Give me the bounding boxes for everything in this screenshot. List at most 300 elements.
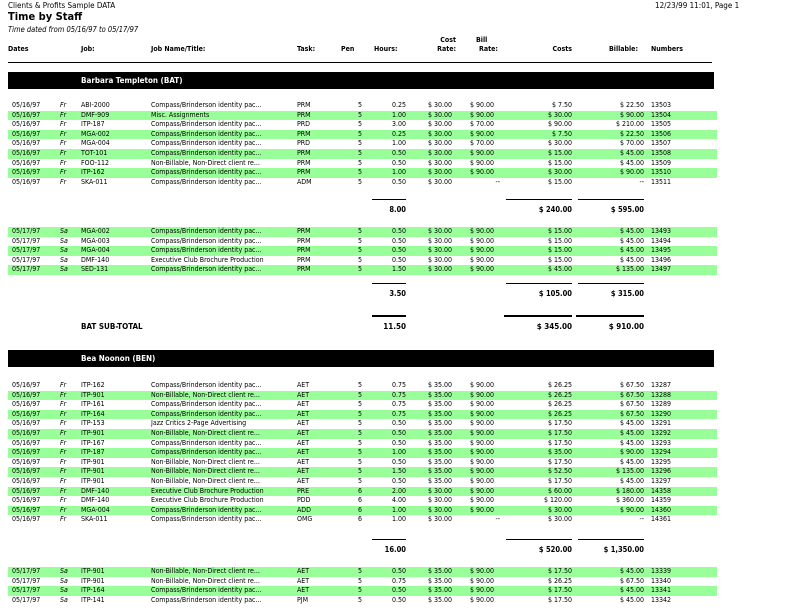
weekday-cell: Fr — [60, 129, 67, 138]
cost-rate-cell: $ 30.00 — [428, 255, 453, 264]
job-name-cell: Executive Club Brochure Production — [151, 486, 264, 495]
entry-number-cell: 13495 — [651, 246, 672, 255]
cost-cell: $ 15.00 — [547, 255, 572, 264]
date-cell: 05/16/97 — [12, 110, 41, 119]
billable-cell: -- — [639, 177, 644, 186]
cost-cell: $ 17.50 — [547, 457, 572, 466]
cost-cell: $ 30.00 — [547, 139, 572, 148]
weekday-cell: Sa — [60, 595, 68, 604]
total-rule-cost — [506, 199, 572, 200]
cost-cell: $ 30.00 — [547, 505, 572, 514]
hours-cell: 0.75 — [391, 381, 406, 389]
job-number-cell: DMF-909 — [81, 110, 110, 119]
bill-rate-cell: $ 90.00 — [470, 457, 495, 466]
entry-number-cell: 13296 — [651, 467, 672, 476]
task-cell: AET — [297, 419, 310, 428]
date-cell: 05/17/97 — [12, 246, 41, 255]
table-row — [8, 256, 717, 266]
weekday-cell: Fr — [60, 120, 67, 129]
hours-cell: 0.50 — [391, 567, 406, 575]
weekday-cell: Sa — [60, 227, 68, 235]
staff-band — [8, 72, 714, 89]
pen-cell: 6 — [357, 505, 362, 514]
job-name-cell: Compass/Brinderson identity pac... — [151, 448, 262, 457]
bill-rate-cell: $ 90.00 — [470, 409, 495, 418]
pen-cell: 5 — [357, 227, 362, 235]
job-number-cell: ITP-161 — [81, 400, 105, 409]
pen-cell: 5 — [357, 429, 362, 437]
cost-rate-cell: $ 30.00 — [428, 101, 453, 109]
cost-rate-cell: $ 35.00 — [428, 429, 453, 437]
bill-rate-cell: $ 90.00 — [470, 486, 495, 495]
billable-cell: $ 45.00 — [619, 246, 644, 255]
weekday-cell: Fr — [60, 381, 67, 389]
job-number-cell: SKA-011 — [81, 515, 108, 524]
hours-cell: 1.50 — [391, 467, 406, 476]
group-total-billable: $ 595.00 — [610, 205, 644, 214]
job-number-cell: SKA-011 — [81, 177, 108, 186]
billable-cell: $ 67.50 — [619, 576, 644, 585]
col-task: Task: — [297, 45, 316, 53]
group-total-hours: 3.50 — [389, 289, 406, 298]
pen-cell: 6 — [357, 496, 362, 505]
date-cell: 05/17/97 — [12, 236, 41, 245]
cost-rate-cell: $ 30.00 — [428, 486, 453, 495]
pen-cell: 5 — [357, 101, 362, 109]
billable-cell: $ 67.50 — [619, 400, 644, 409]
table-row — [8, 101, 717, 111]
table-row — [8, 567, 717, 577]
job-number-cell: MGA-002 — [81, 227, 110, 235]
billable-cell: $ 70.00 — [619, 139, 644, 148]
group-total-hours: 8.00 — [389, 205, 406, 214]
entry-number-cell: 13340 — [651, 576, 672, 585]
date-cell: 05/16/97 — [12, 381, 41, 389]
task-cell: AET — [297, 390, 310, 399]
job-name-cell: Compass/Brinderson identity pac... — [151, 265, 262, 274]
cost-cell: $ 120.00 — [543, 496, 572, 505]
cost-cell: $ 90.00 — [547, 120, 572, 129]
pen-cell: 5 — [357, 168, 362, 177]
job-name-cell: Non-Billable, Non-Direct client re... — [151, 158, 260, 167]
weekday-cell: Fr — [60, 139, 67, 148]
date-cell: 05/16/97 — [12, 400, 41, 409]
cost-cell: $ 7.50 — [551, 101, 572, 109]
task-cell: AET — [297, 429, 310, 437]
weekday-cell: Fr — [60, 158, 67, 167]
hours-cell: 0.50 — [391, 419, 406, 428]
weekday-cell: Fr — [60, 409, 67, 418]
date-cell: 05/16/97 — [12, 486, 41, 495]
entry-number-cell: 13289 — [651, 400, 672, 409]
billable-cell: $ 135.00 — [615, 467, 644, 476]
table-row — [8, 246, 717, 256]
entry-number-cell: 13505 — [651, 120, 672, 129]
total-rule-hours — [372, 539, 406, 540]
bill-rate-cell: $ 70.00 — [470, 139, 495, 148]
cost-cell: $ 15.00 — [547, 227, 572, 235]
job-name-cell: Compass/Brinderson identity pac... — [151, 227, 262, 235]
billable-cell: $ 90.00 — [619, 448, 644, 457]
pen-cell: 5 — [357, 129, 362, 138]
table-row — [8, 577, 717, 587]
total-rule-billable — [578, 199, 644, 200]
table-row — [8, 111, 717, 121]
job-number-cell: ABI-2000 — [81, 101, 110, 109]
billable-cell: $ 45.00 — [619, 438, 644, 447]
entry-number-cell: 14360 — [651, 505, 672, 514]
table-row — [8, 458, 717, 468]
table-row — [8, 586, 717, 596]
job-name-cell: Non-Billable, Non-Direct client re... — [151, 576, 260, 585]
job-name-cell: Compass/Brinderson identity pac... — [151, 409, 262, 418]
bill-rate-cell: $ 90.00 — [470, 255, 495, 264]
job-name-cell: Compass/Brinderson identity pac... — [151, 586, 262, 595]
date-cell: 05/17/97 — [12, 567, 41, 575]
job-number-cell: ITP-162 — [81, 381, 105, 389]
cost-rate-cell: $ 35.00 — [428, 567, 453, 575]
cost-cell: $ 60.00 — [547, 486, 572, 495]
col-dates: Dates — [8, 45, 29, 53]
cost-cell: $ 17.50 — [547, 595, 572, 604]
job-number-cell: ITP-187 — [81, 448, 105, 457]
task-cell: OMG — [297, 515, 313, 524]
cost-cell: $ 26.25 — [547, 576, 572, 585]
cost-rate-cell: $ 30.00 — [428, 227, 453, 235]
weekday-cell: Fr — [60, 177, 67, 186]
entry-number-cell: 14361 — [651, 515, 672, 524]
date-cell: 05/16/97 — [12, 129, 41, 138]
table-row — [8, 168, 717, 178]
hours-cell: 1.00 — [391, 168, 406, 177]
table-row — [8, 381, 717, 391]
job-number-cell: MGA-004 — [81, 246, 110, 255]
hours-cell: 0.50 — [391, 457, 406, 466]
weekday-cell: Sa — [60, 576, 68, 585]
weekday-cell: Fr — [60, 496, 67, 505]
pen-cell: 5 — [357, 477, 362, 485]
group-total-cost: $ 240.00 — [538, 205, 572, 214]
cost-rate-cell: $ 30.00 — [428, 496, 453, 505]
cost-rate-cell: $ 30.00 — [428, 110, 453, 119]
pen-cell: 5 — [357, 390, 362, 399]
cost-rate-cell: $ 35.00 — [428, 586, 453, 595]
job-number-cell: ITP-901 — [81, 429, 105, 437]
billable-cell: $ 45.00 — [619, 586, 644, 595]
job-name-cell: Misc. Assignments — [151, 110, 210, 119]
cost-cell: $ 17.50 — [547, 567, 572, 575]
staff-name: Bea Noonon (BEN) — [81, 354, 156, 363]
billable-cell: $ 45.00 — [619, 595, 644, 604]
cost-rate-cell: $ 30.00 — [428, 129, 453, 138]
hours-cell: 1.00 — [391, 448, 406, 457]
job-name-cell: Compass/Brinderson identity pac... — [151, 595, 262, 604]
cost-rate-cell: $ 30.00 — [428, 158, 453, 167]
job-name-cell: Compass/Brinderson identity pac... — [151, 438, 262, 447]
cost-rate-cell: $ 30.00 — [428, 149, 453, 157]
hours-cell: 0.75 — [391, 576, 406, 585]
job-number-cell: MGA-003 — [81, 236, 110, 245]
cost-cell: $ 45.00 — [547, 265, 572, 274]
pen-cell: 5 — [357, 265, 362, 274]
bill-rate-cell: $ 90.00 — [470, 448, 495, 457]
task-cell: PRM — [297, 255, 311, 264]
job-number-cell: ITP-167 — [81, 438, 105, 447]
total-rule-cost — [506, 283, 572, 284]
table-row — [8, 130, 717, 140]
group-total-billable: $ 315.00 — [610, 289, 644, 298]
bill-rate-cell: $ 70.00 — [470, 120, 495, 129]
date-cell: 05/17/97 — [12, 595, 41, 604]
entry-number-cell: 13288 — [651, 390, 672, 399]
table-row — [8, 120, 717, 130]
task-cell: PRM — [297, 129, 311, 138]
table-row — [8, 419, 717, 429]
col-cost-rate — [420, 36, 456, 54]
cost-cell: $ 15.00 — [547, 236, 572, 245]
table-row — [8, 149, 717, 159]
entry-number-cell: 13341 — [651, 586, 672, 595]
subtotal-cost: $ 345.00 — [536, 322, 572, 331]
cost-rate-cell: $ 35.00 — [428, 400, 453, 409]
weekday-cell: Sa — [60, 236, 68, 245]
cost-rate-cell: $ 35.00 — [428, 477, 453, 485]
date-cell: 05/16/97 — [12, 139, 41, 148]
task-cell: PRM — [297, 246, 311, 255]
pen-cell: 5 — [357, 400, 362, 409]
weekday-cell: Fr — [60, 149, 67, 157]
date-cell: 05/17/97 — [12, 586, 41, 595]
job-name-cell: Compass/Brinderson identity pac... — [151, 129, 262, 138]
weekday-cell: Fr — [60, 477, 67, 485]
entry-number-cell: 13508 — [651, 149, 672, 157]
billable-cell: $ 45.00 — [619, 457, 644, 466]
cost-cell: $ 15.00 — [547, 149, 572, 157]
job-number-cell: ITP-901 — [81, 576, 105, 585]
job-name-cell: Compass/Brinderson identity pac... — [151, 168, 262, 177]
pen-cell: 5 — [357, 139, 362, 148]
pen-cell: 6 — [357, 515, 362, 524]
hours-cell: 0.50 — [391, 477, 406, 485]
date-cell: 05/16/97 — [12, 515, 41, 524]
table-row — [8, 596, 717, 606]
task-cell: AET — [297, 477, 310, 485]
hours-cell: 0.75 — [391, 390, 406, 399]
job-number-cell: ITP-901 — [81, 390, 105, 399]
job-name-cell: Compass/Brinderson identity pac... — [151, 515, 262, 524]
date-cell: 05/16/97 — [12, 390, 41, 399]
weekday-cell: Fr — [60, 438, 67, 447]
company-name: Clients & Profits Sample DATA — [8, 1, 116, 10]
job-number-cell: DMF-140 — [81, 255, 110, 264]
billable-cell: $ 45.00 — [619, 227, 644, 235]
table-row — [8, 391, 717, 401]
date-cell: 05/16/97 — [12, 419, 41, 428]
pen-cell: 5 — [357, 567, 362, 575]
hours-cell: 1.50 — [391, 265, 406, 274]
cost-rate-cell: $ 30.00 — [428, 265, 453, 274]
weekday-cell: Fr — [60, 419, 67, 428]
total-rule-hours — [372, 283, 406, 284]
entry-number-cell: 13509 — [651, 158, 672, 167]
bill-rate-cell: -- — [495, 515, 500, 524]
cost-cell: $ 17.50 — [547, 419, 572, 428]
table-row — [8, 159, 717, 169]
job-name-cell: Compass/Brinderson identity pac... — [151, 177, 262, 186]
job-name-cell: Non-Billable, Non-Direct client re... — [151, 457, 260, 466]
pen-cell: 5 — [357, 419, 362, 428]
billable-cell: $ 45.00 — [619, 149, 644, 157]
entry-number-cell: 13293 — [651, 438, 672, 447]
hours-cell: 3.00 — [391, 120, 406, 129]
group-total-cost: $ 520.00 — [538, 545, 572, 554]
cost-cell: $ 17.50 — [547, 429, 572, 437]
cost-cell: $ 17.50 — [547, 477, 572, 485]
bill-rate-cell: $ 90.00 — [470, 158, 495, 167]
cost-rate-cell: $ 35.00 — [428, 438, 453, 447]
hours-cell: 0.50 — [391, 158, 406, 167]
hours-cell: 0.75 — [391, 409, 406, 418]
pen-cell: 5 — [357, 120, 362, 129]
task-cell: AET — [297, 448, 310, 457]
table-row — [8, 515, 717, 525]
entry-number-cell: 13510 — [651, 168, 672, 177]
date-cell: 05/16/97 — [12, 438, 41, 447]
pen-cell: 5 — [357, 438, 362, 447]
task-cell: PRM — [297, 149, 311, 157]
billable-cell: $ 67.50 — [619, 409, 644, 418]
pen-cell: 5 — [357, 255, 362, 264]
weekday-cell: Fr — [60, 400, 67, 409]
bill-rate-cell: $ 90.00 — [470, 586, 495, 595]
subtotal-hours: 11.50 — [383, 322, 406, 331]
bill-rate-cell: $ 90.00 — [470, 381, 495, 389]
task-cell: PRD — [297, 120, 311, 129]
billable-cell: $ 45.00 — [619, 255, 644, 264]
billable-cell: $ 45.00 — [619, 419, 644, 428]
col-costs: Costs — [552, 45, 572, 53]
job-number-cell: ITP-141 — [81, 595, 105, 604]
cost-cell: $ 15.00 — [547, 177, 572, 186]
job-number-cell: ITP-164 — [81, 409, 105, 418]
job-name-cell: Non-Billable, Non-Direct client re... — [151, 567, 260, 575]
billable-cell: $ 45.00 — [619, 158, 644, 167]
task-cell: AET — [297, 438, 310, 447]
cost-rate-cell: $ 30.00 — [428, 246, 453, 255]
hours-cell: 0.50 — [391, 438, 406, 447]
bill-rate-cell: $ 90.00 — [470, 477, 495, 485]
entry-number-cell: 13497 — [651, 265, 672, 274]
hours-cell: 4.00 — [391, 496, 406, 505]
billable-cell: $ 22.50 — [619, 101, 644, 109]
subtotal-label: BAT SUB-TOTAL — [81, 322, 143, 331]
bill-rate-cell: $ 90.00 — [470, 505, 495, 514]
table-row — [8, 429, 717, 439]
date-cell: 05/16/97 — [12, 429, 41, 437]
job-number-cell: ITP-901 — [81, 467, 105, 476]
hours-cell: 0.50 — [391, 595, 406, 604]
cost-cell: $ 52.50 — [547, 467, 572, 476]
entry-number-cell: 13294 — [651, 448, 672, 457]
bill-rate-cell: $ 90.00 — [470, 390, 495, 399]
table-row — [8, 487, 717, 497]
task-cell: PRE — [297, 486, 310, 495]
report-subtitle: Time dated from 05/16/97 to 05/17/97 — [8, 25, 139, 34]
entry-number-cell: 13297 — [651, 477, 672, 485]
billable-cell: $ 90.00 — [619, 505, 644, 514]
cost-cell: $ 26.25 — [547, 390, 572, 399]
hours-cell: 1.00 — [391, 515, 406, 524]
cost-rate-cell: $ 35.00 — [428, 409, 453, 418]
report-title: Time by Staff — [8, 10, 83, 23]
date-cell: 05/17/97 — [12, 227, 41, 235]
weekday-cell: Fr — [60, 505, 67, 514]
bill-rate-cell: $ 90.00 — [470, 101, 495, 109]
date-cell: 05/17/97 — [12, 265, 41, 274]
cost-rate-cell: $ 30.00 — [428, 515, 453, 524]
entry-number-cell: 13291 — [651, 419, 672, 428]
task-cell: PJM — [297, 595, 309, 604]
date-cell: 05/16/97 — [12, 168, 41, 177]
job-number-cell: ITP-162 — [81, 168, 105, 177]
pen-cell: 5 — [357, 409, 362, 418]
date-cell: 05/16/97 — [12, 158, 41, 167]
cost-rate-cell: $ 35.00 — [428, 419, 453, 428]
cost-rate-cell: $ 35.00 — [428, 390, 453, 399]
job-name-cell: Non-Billable, Non-Direct client re... — [151, 429, 260, 437]
col-bill-rate-line2: Rate: — [479, 45, 498, 53]
cost-rate-cell: $ 35.00 — [428, 467, 453, 476]
cost-rate-cell: $ 30.00 — [428, 139, 453, 148]
total-rule-billable — [578, 539, 644, 540]
pen-cell: 5 — [357, 595, 362, 604]
job-name-cell: Executive Club Brochure Production — [151, 255, 264, 264]
weekday-cell: Fr — [60, 448, 67, 457]
bill-rate-cell: $ 90.00 — [470, 129, 495, 138]
pen-cell: 5 — [357, 110, 362, 119]
bill-rate-cell: $ 90.00 — [470, 400, 495, 409]
billable-cell: $ 135.00 — [615, 265, 644, 274]
job-name-cell: Compass/Brinderson identity pac... — [151, 400, 262, 409]
bill-rate-cell: $ 90.00 — [470, 438, 495, 447]
date-cell: 05/17/97 — [12, 576, 41, 585]
entry-number-cell: 13295 — [651, 457, 672, 466]
job-name-cell: Compass/Brinderson identity pac... — [151, 236, 262, 245]
job-number-cell: ITP-901 — [81, 567, 105, 575]
date-cell: 05/16/97 — [12, 496, 41, 505]
job-name-cell: Non-Billable, Non-Direct client re... — [151, 390, 260, 399]
weekday-cell: Fr — [60, 168, 67, 177]
cost-rate-cell: $ 35.00 — [428, 576, 453, 585]
date-cell: 05/16/97 — [12, 505, 41, 514]
cost-rate-cell: $ 35.00 — [428, 595, 453, 604]
billable-cell: $ 67.50 — [619, 390, 644, 399]
weekday-cell: Fr — [60, 457, 67, 466]
job-name-cell: Jazz Critics 2-Page Advertising — [151, 419, 247, 428]
job-name-cell: Compass/Brinderson identity pac... — [151, 505, 262, 514]
weekday-cell: Fr — [60, 390, 67, 399]
task-cell: PRM — [297, 168, 311, 177]
billable-cell: $ 45.00 — [619, 236, 644, 245]
bill-rate-cell: $ 90.00 — [470, 567, 495, 575]
entry-number-cell: 13496 — [651, 255, 672, 264]
weekday-cell: Sa — [60, 265, 68, 274]
cost-cell: $ 30.00 — [547, 515, 572, 524]
table-row — [8, 439, 717, 449]
task-cell: PDD — [297, 496, 311, 505]
entry-number-cell: 13287 — [651, 381, 672, 389]
subtotal-billable: $ 910.00 — [608, 322, 644, 331]
